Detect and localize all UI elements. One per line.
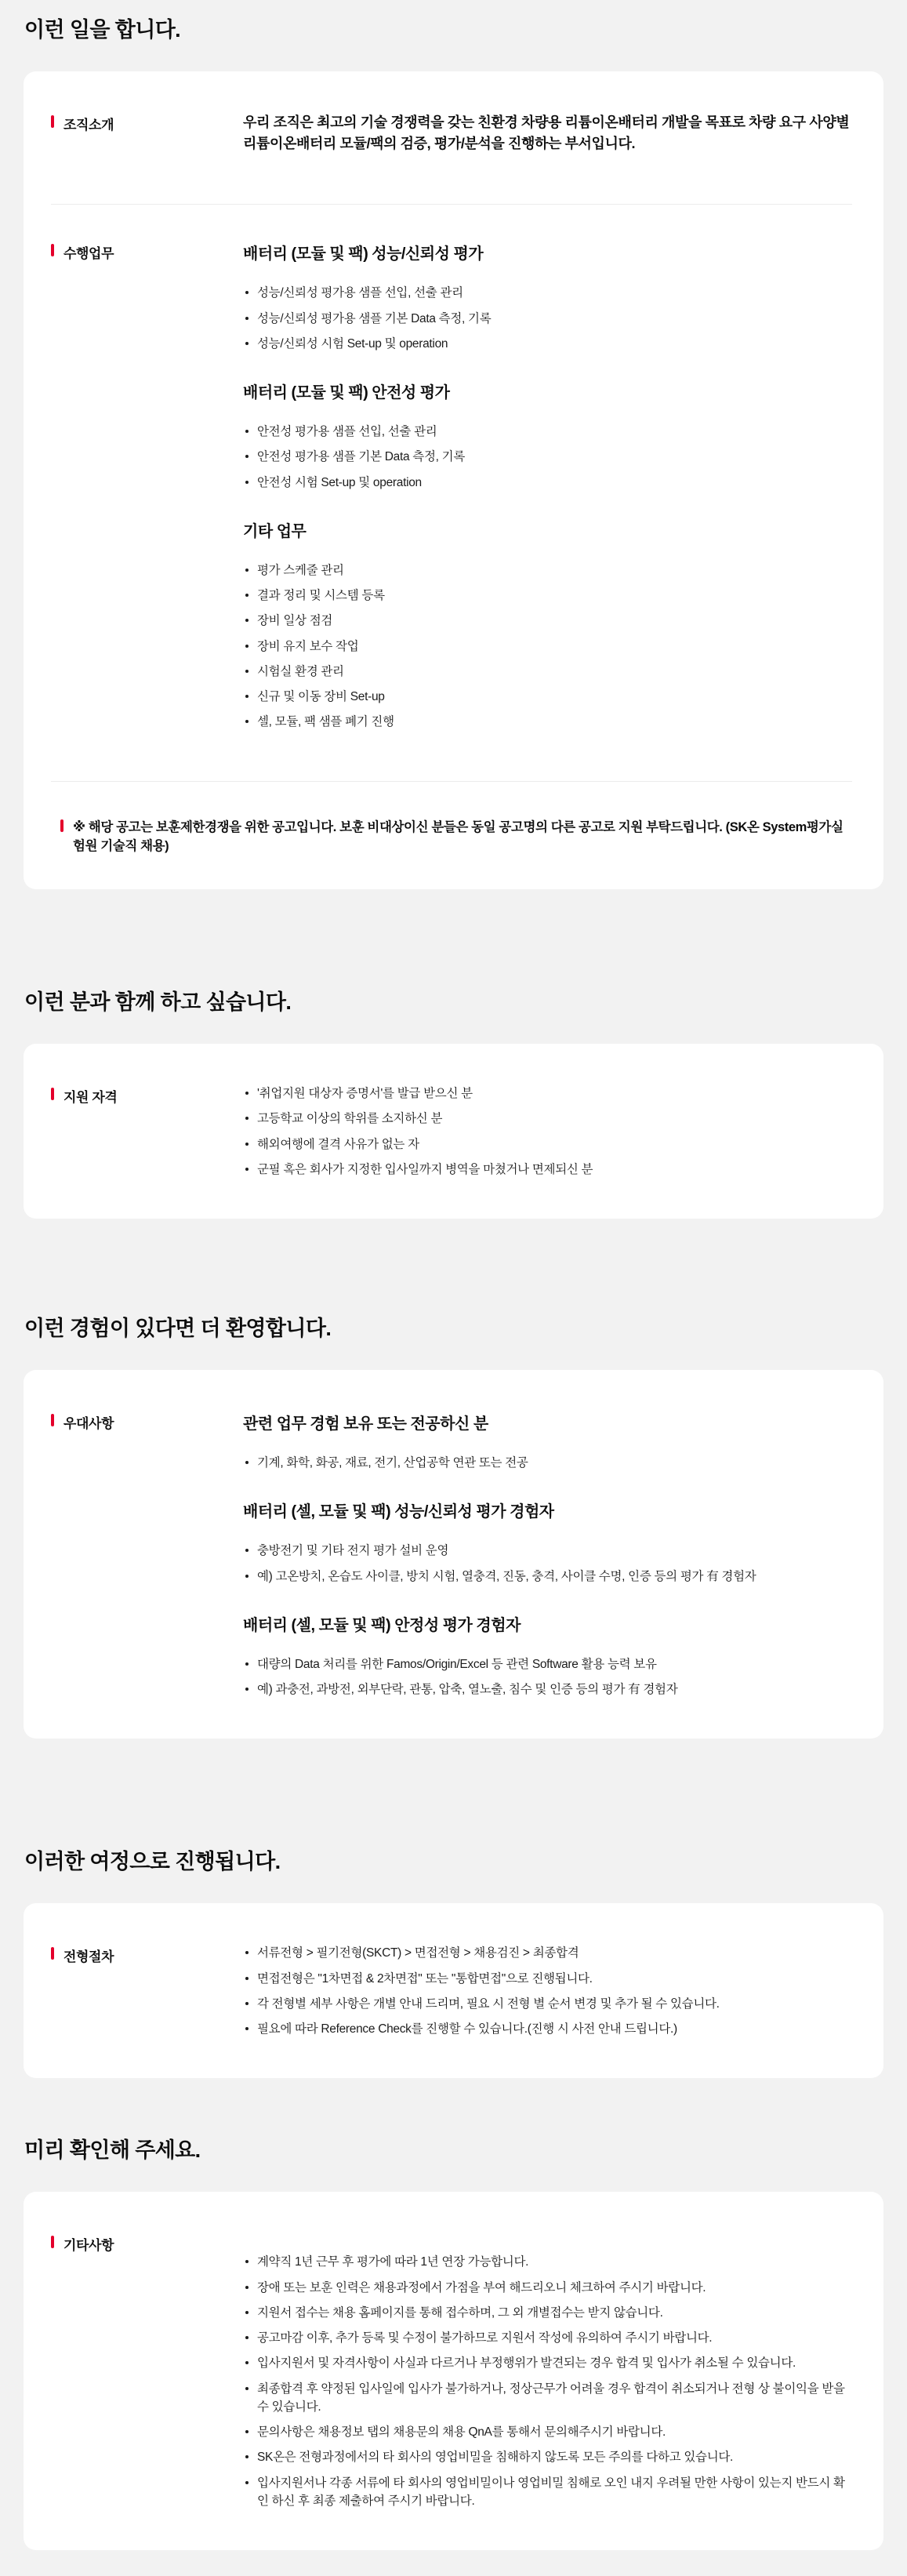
group-heading: 배터리 (셀, 모듈 및 팩) 성능/신뢰성 평가 경험자 [243,1503,554,1521]
accent-bar-icon [60,819,63,832]
section-process [0,1739,907,2078]
bullet-item: 시험실 환경 관리 [243,663,852,681]
row-content [243,1085,852,1186]
bullet-list [243,423,852,492]
bullet-list [243,1655,852,1699]
row-content [243,2233,852,2517]
bullet-list [243,561,852,732]
row-label-preferred [51,1411,243,1706]
section-title: 이런 경험이 있다면 더 환영합니다. [24,1317,332,1340]
divider [51,204,852,205]
row-content [243,241,852,738]
bullet-item: 장비 유지 보수 작업 [243,638,852,656]
section-who-we-want [0,889,907,1219]
bullet-item: 성능/신뢰성 시험 Set-up 및 operation [243,335,852,353]
accent-bar-icon [51,244,54,256]
bullet-item: 충방전기 및 기타 전지 평가 설비 운영 [243,1542,852,1560]
bullet-item: 입사지원서 및 자격사항이 사실과 다르거나 부정행위가 발견되는 경우 합격 및 입사가 취소될 수 있습니다. [243,2354,852,2372]
row-content [243,112,852,154]
bullet-item: SK온은 전형과정에서의 타 회사의 영업비밀을 침해하지 않도록 모든 주의를 다하고 있습니다. [243,2448,852,2466]
section-title: 이런 분과 함께 하고 싶습니다. [24,990,292,1014]
bullet-item: 성능/신뢰성 평가용 샘플 기본 Data 측정, 기록 [243,310,852,328]
section-card [24,1903,883,2078]
bullet-item: 최종합격 후 약정된 입사일에 입사가 불가하거나, 정상근무가 어려울 경우 합격이 취소되거나 전형 상 불이익을 받을 수 있습니다. [243,2380,852,2417]
bullet-item: 해외여행에 결격 사유가 없는 자 [243,1135,852,1154]
bullet-item: 문의사항은 채용정보 탭의 채용문의 채용 QnA를 통해서 문의해주시기 바랍니다. [243,2423,852,2441]
section-card [24,1370,883,1739]
row-label-text: 전형절차 [63,1949,114,1965]
bullet-item: 각 전형별 세부 사항은 개별 안내 드리며, 필요 시 전형 별 순서 변경 및 추가 될 수 있습니다. [243,1995,852,2013]
group-heading: 배터리 (모듈 및 팩) 성능/신뢰성 평가 [243,245,484,263]
bullet-item: 필요에 따라 Reference Check를 진행할 수 있습니다.(진행 시 사전 안내 드립니다.) [243,2020,852,2038]
bullet-item: 기계, 화학, 화공, 재료, 전기, 산업공학 연관 또는 전공 [243,1454,852,1472]
bullet-list [243,1944,852,2038]
row-label-etc-notes [51,2233,243,2517]
preferred-group-major [243,1411,852,1472]
bullet-item: 안전성 평가용 샘플 기본 Data 측정, 기록 [243,448,852,466]
row-label-text: 수행업무 [63,246,114,262]
task-group-safety [243,380,852,492]
section-what-we-do [0,0,907,889]
section-title: 이런 일을 합니다. [24,18,181,42]
bullet-item: '취업지원 대상자 증명서'를 발급 받으신 분 [243,1085,852,1103]
veteran-note-text: ※ 해당 공고는 보훈제한경쟁을 위한 공고입니다. 보훈 비대상이신 분들은 동일 공고명의 다른 공고로 지원 부탁드립니다. (SK온 System평가실험원 기술직 채용) [73,819,844,854]
task-group-etc [243,518,852,732]
row-qualifications [51,1085,852,1186]
bullet-list [243,1085,852,1179]
bullet-list [243,1542,852,1586]
bullet-item: 대량의 Data 처리를 위한 Famos/Origin/Excel 등 관련 Software 활용 능력 보유 [243,1655,852,1673]
bullet-list [243,284,852,353]
bullet-item: 성능/신뢰성 평가용 샘플 선입, 선출 관리 [243,284,852,302]
preferred-group-safety-exp [243,1612,852,1699]
bullet-item: 예) 과충전, 과방전, 외부단락, 관통, 압축, 열노출, 침수 및 인증 등의 평가 有 경험자 [243,1680,852,1699]
accent-bar-icon [51,2236,54,2248]
accent-bar-icon [51,1947,54,1960]
bullet-item: 서류전형 > 필기전형(SKCT) > 면접전형 > 채용검진 > 최종합격 [243,1944,852,1962]
row-etc-notes [51,2233,852,2517]
row-content [243,1944,852,2045]
accent-bar-icon [51,1088,54,1100]
row-process [51,1944,852,2045]
row-label-org-intro [51,112,243,154]
bullet-item: 예) 고온방치, 온습도 사이클, 방치 시험, 열충격, 진동, 충격, 사이클 수명, 인증 등의 평가 有 경험자 [243,1568,852,1586]
bullet-item: 공고마감 이후, 추가 등록 및 수정이 불가하므로 지원서 작성에 유의하여 주시기 바랍니다. [243,2329,852,2347]
bullet-item: 면접전형은 "1차면접 & 2차면접" 또는 "통합면접"으로 진행됩니다. [243,1970,852,1988]
bullet-item: 안전성 시험 Set-up 및 operation [243,474,852,492]
bullet-item: 지원서 접수는 채용 홈페이지를 통해 접수하며, 그 외 개별접수는 받지 않습니다. [243,2304,852,2322]
row-preferred [51,1411,852,1706]
bullet-item: 고등학교 이상의 학위를 소지하신 분 [243,1110,852,1128]
veteran-note [60,818,852,857]
row-label-text: 조직소개 [63,118,114,133]
row-label-text: 지원 자격 [63,1090,118,1105]
group-heading: 배터리 (모듈 및 팩) 안전성 평가 [243,384,450,401]
bullet-item: 장애 또는 보훈 인력은 채용과정에서 가점을 부여 해드리오니 체크하여 주시기 바랍니다. [243,2279,852,2297]
bullet-item: 안전성 평가용 샘플 선입, 선출 관리 [243,423,852,441]
row-label-text: 우대사항 [63,1416,114,1431]
section-title: 미리 확인해 주세요. [24,2138,201,2163]
org-intro-paragraph: 우리 조직은 최고의 기술 경쟁력을 갖는 친환경 차량용 리튬이온배터리 개발을 목표로 차량 요구 사양별 리튬이온배터리 모듈/팩의 검증, 평가/분석을 진행하는 부서입니다. [243,114,850,151]
section-card [24,1044,883,1219]
section-title: 이러한 여정으로 진행됩니다. [24,1850,281,1874]
section-check-in-advance [0,2078,907,2550]
row-label-tasks [51,241,243,738]
bullet-item: 결과 정리 및 시스템 등록 [243,587,852,605]
bullet-item: 군필 혹은 회사가 지정한 입사일까지 병역을 마쳤거나 면제되신 분 [243,1161,852,1179]
divider [51,781,852,782]
row-org-intro [51,112,852,154]
accent-bar-icon [51,115,54,128]
section-card [24,2192,883,2550]
bullet-item: 장비 일상 점검 [243,612,852,630]
bullet-item: 셀, 모듈, 팩 샘플 폐기 진행 [243,713,852,731]
bullet-list [243,2253,852,2510]
section-card [24,71,883,889]
section-preferred [0,1219,907,1739]
bullet-item: 입사지원서나 각종 서류에 타 회사의 영업비밀이나 영업비밀 침해로 오인 내지 우려될 만한 사항이 있는지 반드시 확인 하신 후 최종 제출하여 주시기 바랍니다. [243,2474,852,2511]
group-heading: 배터리 (셀, 모듈 및 팩) 안정성 평가 경험자 [243,1616,521,1634]
row-label-text: 기타사항 [63,2238,114,2254]
bullet-item: 계약직 1년 근무 후 평가에 따라 1년 연장 가능합니다. [243,2253,852,2271]
row-tasks [51,241,852,738]
preferred-group-performance-exp [243,1499,852,1586]
accent-bar-icon [51,1414,54,1426]
bullet-item: 평가 스케줄 관리 [243,561,852,580]
bullet-item: 신규 및 이동 장비 Set-up [243,688,852,706]
task-group-performance [243,241,852,353]
bullet-list [243,1454,852,1472]
row-label-qualifications [51,1085,243,1186]
group-heading: 기타 업무 [243,522,307,540]
group-heading: 관련 업무 경험 보유 또는 전공하신 분 [243,1415,488,1433]
row-label-process [51,1944,243,2045]
row-content [243,1411,852,1706]
